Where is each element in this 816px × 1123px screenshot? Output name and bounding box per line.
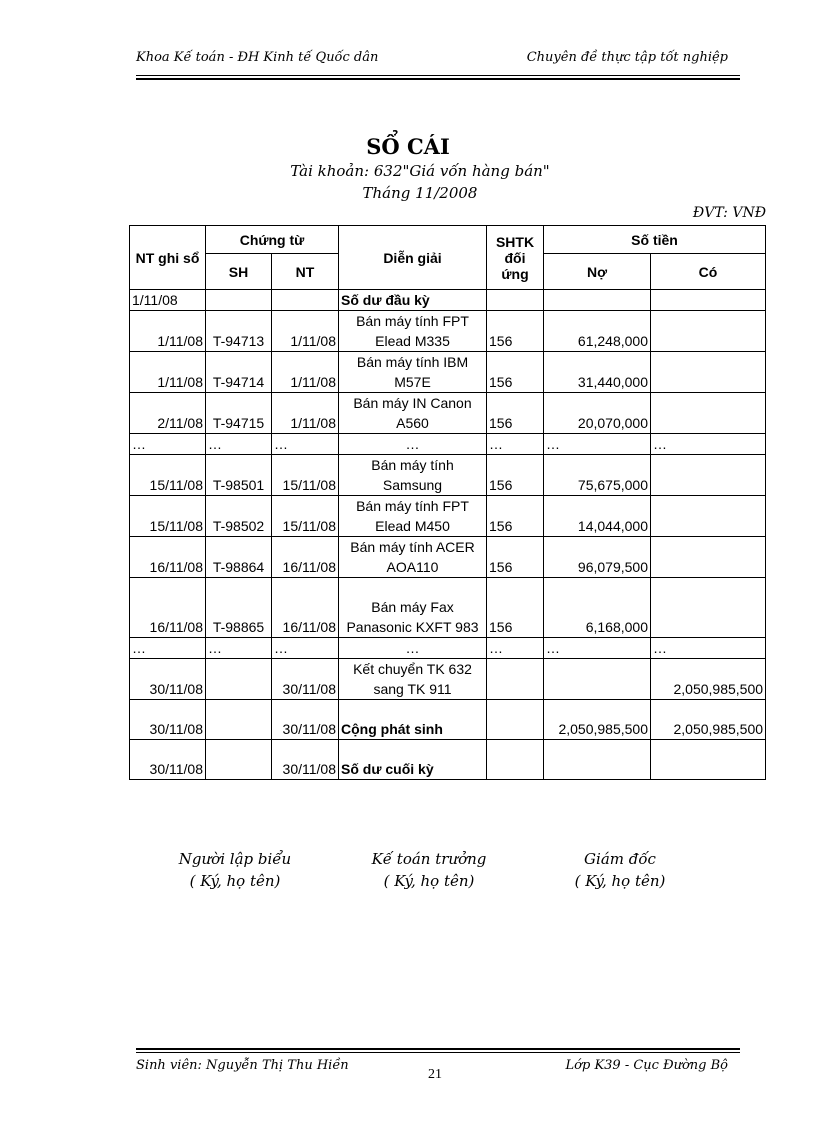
cell-tk — [487, 700, 544, 740]
cell-tk: … — [487, 434, 544, 455]
cell-co — [651, 578, 766, 638]
cell-sh — [206, 659, 272, 700]
cell-nt: 16/11/08 — [272, 578, 339, 638]
account-line: Tài khoản: 632"Giá vốn hàng bán" — [290, 162, 550, 180]
cell-sh: … — [206, 434, 272, 455]
cell-sh: T-98501 — [206, 455, 272, 496]
table-row-closing — [130, 740, 766, 780]
cell-sh — [206, 290, 272, 311]
header-chung-tu: Chứng từ — [206, 226, 339, 254]
cell-nt: 15/11/08 — [272, 455, 339, 496]
header-rule-thin — [136, 75, 740, 76]
cell-co — [651, 496, 766, 537]
cell-nt-ghi: 16/11/08 — [130, 578, 206, 638]
table-row — [130, 352, 766, 393]
signature-role: Giám đốc — [584, 850, 656, 868]
cell-tk: 156 — [487, 352, 544, 393]
cell-sh: T-94714 — [206, 352, 272, 393]
cell-nt-ghi: 1/11/08 — [130, 311, 206, 352]
cell-no: … — [544, 638, 651, 659]
cell-tk: 156 — [487, 311, 544, 352]
cell-nt-ghi: 30/11/08 — [130, 700, 206, 740]
cell-sh: T-98864 — [206, 537, 272, 578]
cell-no — [544, 290, 651, 311]
cell-dien-giai: Bán máy tính FPT Elead M450 — [339, 496, 487, 537]
table-row — [130, 496, 766, 537]
cell-nt: … — [272, 434, 339, 455]
cell-nt-ghi: 1/11/08 — [130, 352, 206, 393]
cell-no — [544, 659, 651, 700]
page-title: SỔ CÁI — [366, 134, 450, 159]
header-right: Chuyên đề thực tập tốt nghiệp — [526, 50, 728, 65]
cell-no: 75,675,000 — [544, 455, 651, 496]
cell-dien-giai: … — [339, 638, 487, 659]
cell-dien-giai: … — [339, 434, 487, 455]
table-row-ellipsis — [130, 638, 766, 659]
table-row — [130, 537, 766, 578]
cell-co — [651, 352, 766, 393]
signature-chief-accountant — [329, 850, 529, 890]
header-nt-ghi-so: NT ghi sổ — [130, 226, 206, 290]
cell-dien-giai: Bán máy Fax Panasonic KXFT 983 — [339, 578, 487, 638]
cell-nt — [272, 290, 339, 311]
header-shtk: SHTK đối ứng — [487, 226, 544, 290]
cell-nt: 1/11/08 — [272, 352, 339, 393]
header-dien-giai: Diễn giải — [339, 226, 487, 290]
cell-nt-ghi: … — [130, 434, 206, 455]
footer-rule-thin — [136, 1052, 740, 1053]
cell-tk: … — [487, 638, 544, 659]
header-rule-thick — [136, 78, 740, 80]
signature-role: Kế toán trưởng — [371, 850, 487, 868]
cell-dien-giai: Cộng phát sinh — [339, 700, 487, 740]
cell-dien-giai: Số dư cuối kỳ — [339, 740, 487, 780]
cell-nt: 30/11/08 — [272, 700, 339, 740]
cell-co — [651, 393, 766, 434]
footer-left: Sinh viên: Nguyễn Thị Thu Hiền — [136, 1058, 349, 1073]
signature-note: ( Ký, họ tên) — [383, 872, 475, 890]
cell-nt-ghi: 1/11/08 — [130, 290, 206, 311]
cell-no: 20,070,000 — [544, 393, 651, 434]
cell-nt-ghi: 30/11/08 — [130, 659, 206, 700]
cell-nt: 15/11/08 — [272, 496, 339, 537]
currency-unit: ĐVT: VNĐ — [692, 205, 766, 221]
cell-nt: 30/11/08 — [272, 740, 339, 780]
cell-co — [651, 740, 766, 780]
page-number: 21 — [428, 1067, 442, 1082]
cell-co — [651, 537, 766, 578]
cell-tk: 156 — [487, 578, 544, 638]
cell-nt: 30/11/08 — [272, 659, 339, 700]
cell-dien-giai: Kết chuyển TK 632 sang TK 911 — [339, 659, 487, 700]
cell-no: 61,248,000 — [544, 311, 651, 352]
cell-sh: T-98865 — [206, 578, 272, 638]
cell-tk — [487, 290, 544, 311]
header-nt: NT — [272, 254, 339, 290]
cell-co: … — [651, 434, 766, 455]
cell-nt-ghi: 16/11/08 — [130, 537, 206, 578]
signature-preparer — [135, 850, 335, 890]
cell-sh: T-94715 — [206, 393, 272, 434]
cell-tk — [487, 740, 544, 780]
cell-no: 2,050,985,500 — [544, 700, 651, 740]
cell-dien-giai: Bán máy IN Canon A560 — [339, 393, 487, 434]
cell-co: 2,050,985,500 — [651, 700, 766, 740]
cell-nt-ghi: … — [130, 638, 206, 659]
signature-director — [520, 850, 720, 890]
signature-note: ( Ký, họ tên) — [574, 872, 666, 890]
cell-co — [651, 311, 766, 352]
cell-dien-giai: Bán máy tính IBM M57E — [339, 352, 487, 393]
cell-co: … — [651, 638, 766, 659]
cell-no — [544, 740, 651, 780]
cell-sh — [206, 740, 272, 780]
cell-nt: … — [272, 638, 339, 659]
cell-co — [651, 455, 766, 496]
cell-nt: 16/11/08 — [272, 537, 339, 578]
cell-sh: T-94713 — [206, 311, 272, 352]
cell-tk: 156 — [487, 537, 544, 578]
header-so-tien: Số tiền — [544, 226, 766, 254]
table-row — [130, 659, 766, 700]
cell-dien-giai: Số dư đầu kỳ — [339, 290, 487, 311]
cell-nt: 1/11/08 — [272, 311, 339, 352]
cell-dien-giai: Bán máy tính FPT Elead M335 — [339, 311, 487, 352]
header-sh: SH — [206, 254, 272, 290]
cell-nt-ghi: 2/11/08 — [130, 393, 206, 434]
header-left: Khoa Kế toán - ĐH Kinh tế Quốc dân — [136, 50, 379, 65]
cell-dien-giai: Bán máy tính Samsung — [339, 455, 487, 496]
cell-tk: 156 — [487, 393, 544, 434]
cell-co — [651, 290, 766, 311]
cell-tk — [487, 659, 544, 700]
table-row — [130, 311, 766, 352]
cell-no: 96,079,500 — [544, 537, 651, 578]
cell-nt-ghi: 30/11/08 — [130, 740, 206, 780]
header-co: Có — [651, 254, 766, 290]
cell-nt-ghi: 15/11/08 — [130, 496, 206, 537]
cell-dien-giai: Bán máy tính ACER AOA110 — [339, 537, 487, 578]
period-line: Tháng 11/2008 — [362, 184, 478, 202]
table-row-ellipsis — [130, 434, 766, 455]
cell-nt: 1/11/08 — [272, 393, 339, 434]
signature-note: ( Ký, họ tên) — [189, 872, 281, 890]
cell-no: … — [544, 434, 651, 455]
cell-sh: … — [206, 638, 272, 659]
cell-no: 6,168,000 — [544, 578, 651, 638]
cell-sh — [206, 700, 272, 740]
footer-rule-thick — [136, 1048, 740, 1050]
header-no: Nợ — [544, 254, 651, 290]
cell-co: 2,050,985,500 — [651, 659, 766, 700]
cell-no: 31,440,000 — [544, 352, 651, 393]
signature-role: Người lập biểu — [178, 850, 292, 868]
cell-tk: 156 — [487, 455, 544, 496]
footer-right: Lớp K39 - Cục Đường Bộ — [565, 1058, 728, 1073]
table-row — [130, 290, 766, 311]
cell-nt-ghi: 15/11/08 — [130, 455, 206, 496]
table-row — [130, 455, 766, 496]
table-row — [130, 578, 766, 638]
cell-no: 14,044,000 — [544, 496, 651, 537]
cell-sh: T-98502 — [206, 496, 272, 537]
cell-tk: 156 — [487, 496, 544, 537]
ledger-table — [129, 225, 766, 780]
table-row — [130, 393, 766, 434]
table-row-total — [130, 700, 766, 740]
